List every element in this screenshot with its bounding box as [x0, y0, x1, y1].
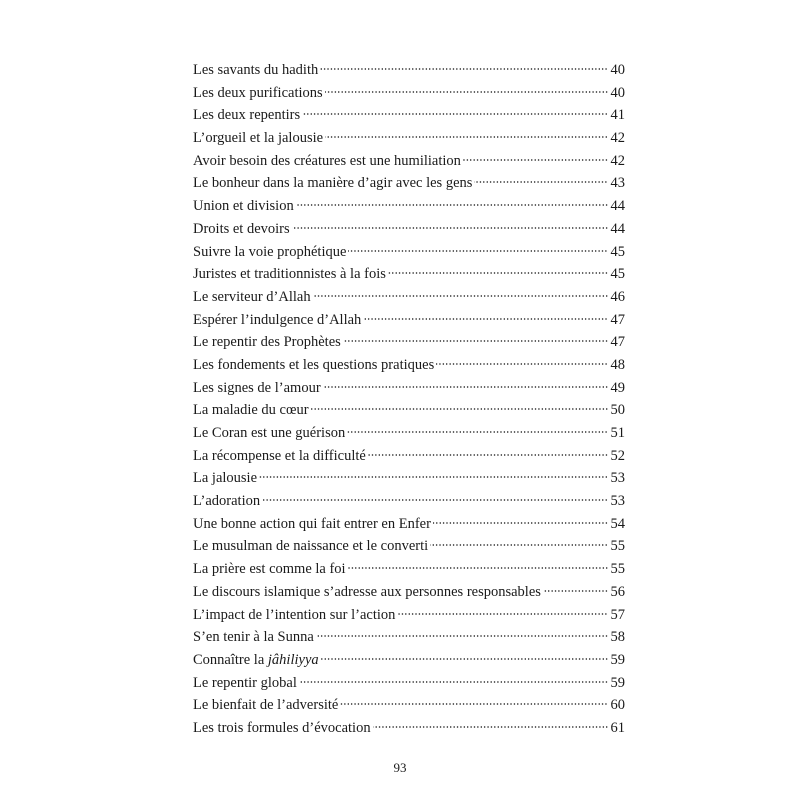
toc-entry — [193, 354, 625, 377]
toc-entry-page: 41 — [610, 107, 625, 124]
table-of-contents — [193, 59, 625, 740]
toc-entry-page: 50 — [610, 402, 625, 419]
toc-entry-title — [193, 581, 542, 604]
toc-entry — [193, 241, 625, 264]
dot-leader — [320, 67, 608, 71]
dot-leader — [262, 498, 608, 502]
toc-entry-title-text: S’en tenir à la Sunna — [193, 629, 314, 646]
toc-entry-title — [193, 626, 315, 649]
dot-leader — [348, 249, 608, 253]
toc-entry-title-text: Espérer l’indulgence d’Allah — [193, 311, 362, 328]
dot-leader — [302, 112, 608, 116]
toc-entry — [193, 127, 625, 150]
toc-entry-page: 48 — [610, 356, 625, 373]
toc-entry-page: 47 — [610, 334, 625, 351]
toc-entry-title-text: La maladie du cœur — [193, 402, 309, 419]
toc-entry-title — [193, 309, 362, 332]
toc-entry — [193, 626, 625, 649]
toc-entry-title-text: Connaître la — [193, 651, 268, 668]
toc-entry — [193, 218, 625, 241]
toc-entry-page: 60 — [610, 697, 625, 714]
page-number: 93 — [393, 760, 407, 775]
toc-entry — [193, 558, 625, 581]
toc-entry-title-text: Les deux purifications — [193, 84, 323, 101]
dot-leader — [363, 317, 608, 321]
toc-entry-title — [193, 649, 320, 672]
toc-entry-page: 45 — [610, 243, 625, 260]
toc-entry-page: 59 — [610, 651, 625, 668]
toc-entry-page: 40 — [610, 84, 625, 101]
toc-entry-title — [193, 422, 346, 445]
dot-leader — [348, 566, 608, 570]
toc-entry — [193, 59, 625, 82]
toc-entry-title — [193, 127, 324, 150]
toc-entry-page: 53 — [610, 470, 625, 487]
dot-leader — [474, 180, 608, 184]
toc-entry — [193, 581, 625, 604]
toc-entry-page: 55 — [610, 561, 625, 578]
toc-entry — [193, 535, 625, 558]
toc-entry-page: 61 — [610, 719, 625, 736]
toc-entry-title-text: Avoir besoin des créatures est une humiliation — [193, 152, 461, 169]
toc-entry-title — [193, 694, 339, 717]
toc-entry-page: 53 — [610, 493, 625, 510]
dot-leader — [313, 294, 608, 298]
dot-leader — [436, 362, 608, 366]
toc-entry-title-text: La prière est comme la foi — [193, 561, 346, 578]
toc-entry-title-text: L’orgueil et la jalousie — [193, 130, 324, 147]
toc-entry-page: 44 — [610, 198, 625, 215]
toc-entry-page: 49 — [610, 379, 625, 396]
toc-entry-title-text: Les trois formules d’évocation — [193, 719, 371, 736]
dot-leader — [368, 453, 608, 457]
toc-entry-title-text: Le repentir global — [193, 674, 297, 691]
dot-leader — [463, 158, 608, 162]
toc-entry-title — [193, 672, 298, 695]
toc-entry-title-text: La jalousie — [193, 470, 258, 487]
dot-leader — [296, 203, 608, 207]
toc-entry-title-text: Le repentir des Prophètes — [193, 334, 341, 351]
dot-leader — [323, 385, 608, 389]
toc-entry-title-text: Les fondements et les questions pratiques — [193, 356, 435, 373]
dot-leader — [433, 521, 608, 525]
toc-entry — [193, 263, 625, 286]
toc-entry-title-text: Une bonne action qui fait entrer en Enfer — [193, 515, 431, 532]
toc-entry-title-text: Droits et devoirs — [193, 220, 290, 237]
toc-entry-title — [193, 331, 342, 354]
toc-entry-page: 46 — [610, 288, 625, 305]
toc-entry — [193, 195, 625, 218]
dot-leader — [316, 634, 608, 638]
toc-entry — [193, 286, 625, 309]
toc-entry-title — [193, 513, 432, 536]
toc-entry-title-text: Le serviteur d’Allah — [193, 288, 311, 305]
toc-entry-title-text: Les savants du hadith — [193, 62, 319, 78]
toc-entry-page: 54 — [610, 515, 625, 532]
dot-leader — [347, 430, 608, 434]
toc-entry-page: 42 — [610, 152, 625, 169]
toc-entry-title — [193, 535, 429, 558]
toc-entry — [193, 309, 625, 332]
dot-leader — [388, 271, 608, 275]
toc-entry-title — [193, 445, 367, 468]
toc-entry — [193, 490, 625, 513]
toc-entry-title-text: Les deux repentirs — [193, 107, 301, 124]
toc-entry-page: 44 — [610, 220, 625, 237]
toc-entry — [193, 604, 625, 627]
toc-entry-title — [193, 354, 435, 377]
toc-entry-title-text: Union et division — [193, 198, 294, 215]
toc-entry — [193, 377, 625, 400]
dot-leader — [292, 226, 608, 230]
dot-leader — [259, 475, 608, 479]
toc-entry-page: 42 — [610, 130, 625, 147]
toc-entry-title-text: Le discours islamique s’adresse aux personnes responsables — [193, 583, 541, 600]
toc-entry-title — [193, 377, 322, 400]
toc-entry — [193, 331, 625, 354]
dot-leader — [321, 657, 608, 661]
toc-entry — [193, 104, 625, 127]
toc-entry-title-text: Les signes de l’amour — [193, 379, 321, 396]
toc-entry-title — [193, 218, 291, 241]
toc-entry-title-text: Le musulman de naissance et le converti — [193, 538, 429, 555]
toc-entry-title — [193, 104, 301, 127]
toc-entry-title — [193, 150, 462, 173]
toc-entry-title — [193, 467, 258, 490]
toc-entry — [193, 445, 625, 468]
toc-entry-title-text: Le Coran est une guérison — [193, 425, 346, 441]
dot-leader — [325, 90, 608, 94]
dot-leader — [325, 135, 608, 139]
toc-entry — [193, 672, 625, 695]
toc-entry-title-text: La récompense et la difficulté — [193, 447, 366, 464]
toc-entry-title-text: L’impact de l’intention sur l’action — [193, 606, 396, 623]
toc-entry-page: 57 — [610, 606, 625, 623]
toc-entry-page: 58 — [610, 629, 625, 646]
toc-entry-title — [193, 59, 319, 82]
dot-leader — [340, 702, 608, 706]
toc-entry-page: 43 — [610, 175, 625, 192]
toc-entry-title-text: Suivre la voie prophétique — [193, 243, 347, 260]
toc-entry — [193, 649, 625, 672]
toc-entry — [193, 150, 625, 173]
toc-entry — [193, 513, 625, 536]
dot-leader — [311, 407, 608, 411]
dot-leader — [373, 725, 608, 729]
dot-leader — [343, 339, 608, 343]
toc-entry-title — [193, 558, 347, 581]
toc-entry — [193, 717, 625, 740]
toc-entry-title — [193, 263, 387, 286]
toc-entry-title-text: L’adoration — [193, 493, 261, 510]
toc-entry-title-text: Juristes et traditionnistes à la fois — [193, 266, 386, 283]
toc-entry-title — [193, 399, 310, 422]
toc-entry-title-italic: jâhiliyya — [267, 651, 319, 668]
dot-leader — [430, 543, 608, 547]
toc-entry-page: 55 — [610, 538, 625, 555]
toc-entry-title — [193, 241, 347, 264]
toc-entry-title — [193, 286, 312, 309]
toc-entry-page: 45 — [610, 266, 625, 283]
toc-entry-page: 47 — [610, 311, 625, 328]
toc-entry-title-text: Le bienfait de l’adversité — [193, 697, 339, 714]
toc-entry-page: 51 — [610, 425, 625, 441]
toc-entry-title — [193, 172, 473, 195]
toc-entry-page: 40 — [610, 62, 625, 78]
toc-entry — [193, 422, 625, 445]
toc-entry-title — [193, 717, 372, 740]
toc-entry-page: 56 — [610, 583, 625, 600]
dot-leader — [543, 589, 608, 593]
toc-entry-page: 52 — [610, 447, 625, 464]
toc-entry-title — [193, 490, 261, 513]
toc-entry-title — [193, 82, 324, 105]
toc-entry-title — [193, 604, 396, 627]
toc-entry — [193, 82, 625, 105]
dot-leader — [299, 680, 608, 684]
toc-entry — [193, 172, 625, 195]
toc-entry — [193, 467, 625, 490]
dot-leader — [397, 612, 608, 616]
toc-entry-title-text: Le bonheur dans la manière d’agir avec les gens — [193, 175, 473, 192]
toc-entry — [193, 694, 625, 717]
toc-entry-page: 59 — [610, 674, 625, 691]
toc-entry-title — [193, 195, 295, 218]
toc-entry — [193, 399, 625, 422]
